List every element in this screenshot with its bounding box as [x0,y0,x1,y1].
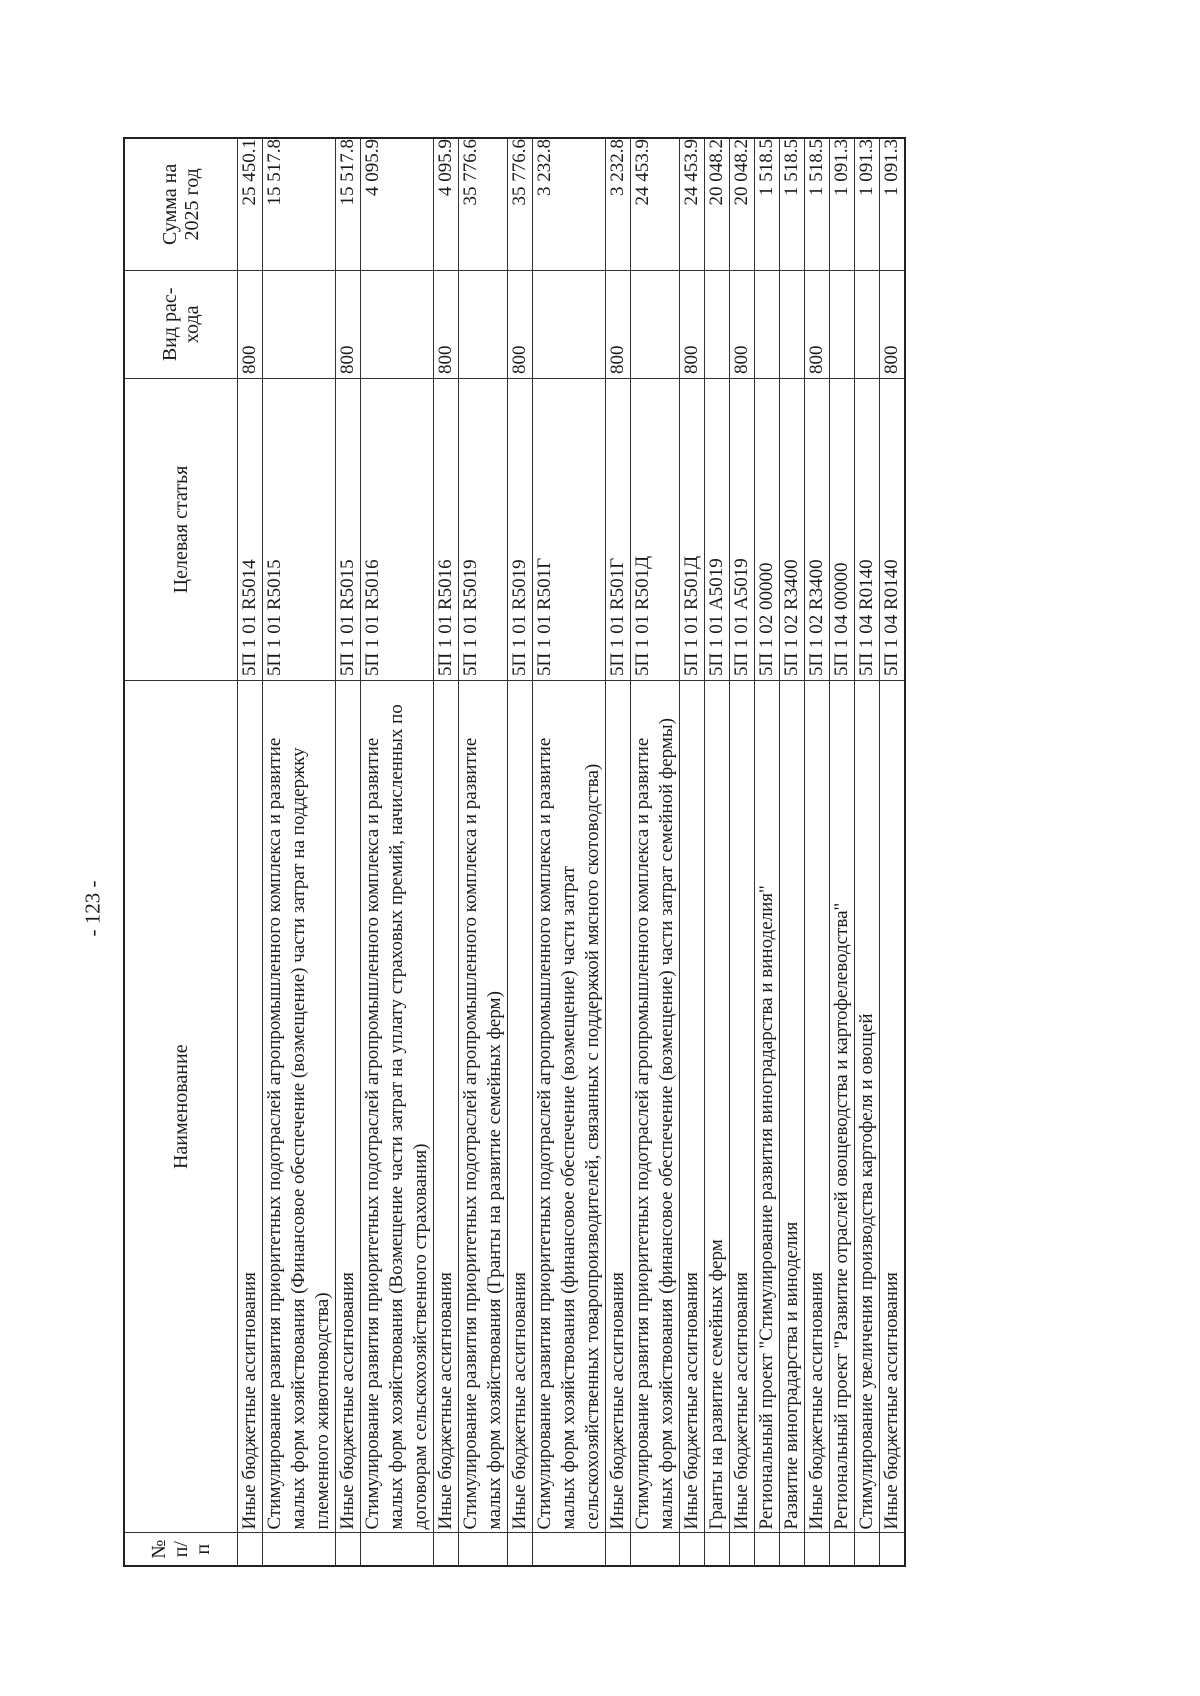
table-row [854,138,879,1566]
row-name: Иные бюджетные ассигнования [237,680,262,1532]
table-header-row [124,138,237,1566]
table-row [630,138,679,1566]
row-code: 5П 1 01 А5019 [704,378,729,680]
row-code: 5П 1 01 R5015 [335,378,360,680]
budget-table [123,137,906,1567]
row-num-cell [630,1533,679,1566]
row-code: 5П 1 02 R3400 [779,378,804,680]
row-sum: 3 232.8 [605,138,630,270]
table-row [605,138,630,1566]
row-code: 5П 1 04 00000 [829,378,854,680]
table-row [360,138,433,1566]
row-sum: 20 048.2 [729,138,754,270]
row-vid [630,270,679,378]
row-vid [360,270,433,378]
row-num-cell [262,1533,335,1566]
row-code: 5П 1 04 R0140 [879,378,905,680]
row-sum: 3 232.8 [532,138,605,270]
row-name: Иные бюджетные ассигнования [335,680,360,1532]
row-vid [532,270,605,378]
row-code: 5П 1 01 R5019 [458,378,507,680]
row-name: Стимулирование увеличения производства картофеля и овощей [854,680,879,1532]
row-num-cell [335,1533,360,1566]
row-code: 5П 1 01 R501Д [679,378,704,680]
row-vid: 800 [237,270,262,378]
row-name: Иные бюджетные ассигнования [605,680,630,1532]
header-name: Наименование [124,680,237,1532]
table-row [704,138,729,1566]
row-name: Развитие виноградарства и виноделия [779,680,804,1532]
row-sum: 1 518.5 [804,138,829,270]
row-sum: 1 091.3 [879,138,905,270]
row-sum: 1 091.3 [829,138,854,270]
row-vid [458,270,507,378]
row-vid: 800 [605,270,630,378]
table-row [879,138,905,1566]
row-num-cell [507,1533,532,1566]
page-number-text: - 123 - [80,880,105,936]
row-num-cell [754,1533,779,1566]
table-row [829,138,854,1566]
table-row [458,138,507,1566]
row-sum: 35 776.6 [507,138,532,270]
row-name: Иные бюджетные ассигнования [433,680,458,1532]
row-name: Иные бюджетные ассигнования [507,680,532,1532]
row-code: 5П 1 01 R501Г [605,378,630,680]
table-row [262,138,335,1566]
row-num-cell [704,1533,729,1566]
table-row [335,138,360,1566]
row-num-cell [605,1533,630,1566]
row-sum: 20 048.2 [704,138,729,270]
table-row [679,138,704,1566]
header-sum: Сумма на 2025 год [124,138,237,270]
row-name: Иные бюджетные ассигнования [879,680,905,1532]
header-code: Целевая статья [124,378,237,680]
header-vid: Вид рас- хода [124,270,237,378]
row-name: Стимулирование развития приоритетных подотраслей агропромышленного комплекса и развитие малых форм хозяйствования (Финансовое обеспечение (возмещение) части затрат на поддержку племенного животноводства) [262,680,335,1532]
row-num-cell [879,1533,905,1566]
row-num-cell [433,1533,458,1566]
row-sum: 35 776.6 [458,138,507,270]
row-code: 5П 1 01 R5016 [433,378,458,680]
row-sum: 1 518.5 [779,138,804,270]
row-code: 5П 1 01 R5019 [507,378,532,680]
row-sum: 1 518.5 [754,138,779,270]
row-num-cell [360,1533,433,1566]
row-name: Гранты на развитие семейных ферм [704,680,729,1532]
row-num-cell [237,1533,262,1566]
row-num-cell [829,1533,854,1566]
row-vid [779,270,804,378]
row-num-cell [804,1533,829,1566]
row-sum: 15 517.8 [335,138,360,270]
row-code: 5П 1 01 А5019 [729,378,754,680]
table-row [507,138,532,1566]
row-code: 5П 1 01 R5016 [360,378,433,680]
row-name: Иные бюджетные ассигнования [804,680,829,1532]
row-name: Региональный проект "Развитие отраслей овощеводства и картофелеводства" [829,680,854,1532]
row-vid [829,270,854,378]
row-num-cell [532,1533,605,1566]
row-code: 5П 1 01 R5015 [262,378,335,680]
row-code: 5П 1 01 R501Г [532,378,605,680]
table-row [754,138,779,1566]
row-num-cell [679,1533,704,1566]
row-name: Иные бюджетные ассигнования [679,680,704,1532]
row-vid [704,270,729,378]
row-vid: 800 [804,270,829,378]
row-name: Стимулирование развития приоритетных подотраслей агропромышленного комплекса и развитие малых форм хозяйствования (финансовое обеспечение (возмещение) части затрат семейной фермы) [630,680,679,1532]
row-vid: 800 [507,270,532,378]
row-name: Региональный проект "Стимулирование развития виноградарства и виноделия" [754,680,779,1532]
table-row [729,138,754,1566]
rotated-table-container [123,137,1068,1567]
row-vid: 800 [879,270,905,378]
row-num-cell [729,1533,754,1566]
table-row [532,138,605,1566]
table-row [779,138,804,1566]
row-num-cell [854,1533,879,1566]
row-vid [854,270,879,378]
header-num: № п/п [124,1533,237,1566]
table-row [433,138,458,1566]
row-vid: 800 [729,270,754,378]
row-code: 5П 1 02 00000 [754,378,779,680]
row-num-cell [458,1533,507,1566]
page-number [80,848,105,968]
row-vid [754,270,779,378]
row-name: Стимулирование развития приоритетных подотраслей агропромышленного комплекса и развитие малых форм хозяйствования (финансовое обеспечение (возмещение) части затрат сельскохозяйственных товаропроизводителей, связанных с поддержкой мясного скотоводства) [532,680,605,1532]
row-vid: 800 [433,270,458,378]
row-name: Стимулирование развития приоритетных подотраслей агропромышленного комплекса и развитие малых форм хозяйствования (Гранты на развитие семейных ферм) [458,680,507,1532]
row-sum: 4 095.9 [360,138,433,270]
row-name: Стимулирование развития приоритетных подотраслей агропромышленного комплекса и развитие малых форм хозяйствования (Возмещение части затрат на уплату страховых премий, начисленных по договорам сельскохозяйственного страхования) [360,680,433,1532]
row-sum: 24 453.9 [630,138,679,270]
row-name: Иные бюджетные ассигнования [729,680,754,1532]
row-sum: 25 450.1 [237,138,262,270]
row-vid: 800 [335,270,360,378]
row-num-cell [779,1533,804,1566]
row-code: 5П 1 02 R3400 [804,378,829,680]
table-row [237,138,262,1566]
row-sum: 1 091.3 [854,138,879,270]
row-code: 5П 1 04 R0140 [854,378,879,680]
row-vid [262,270,335,378]
row-sum: 24 453.9 [679,138,704,270]
row-sum: 4 095.9 [433,138,458,270]
table-row [804,138,829,1566]
row-sum: 15 517.8 [262,138,335,270]
row-code: 5П 1 01 R501Д [630,378,679,680]
row-code: 5П 1 01 R5014 [237,378,262,680]
row-vid: 800 [679,270,704,378]
